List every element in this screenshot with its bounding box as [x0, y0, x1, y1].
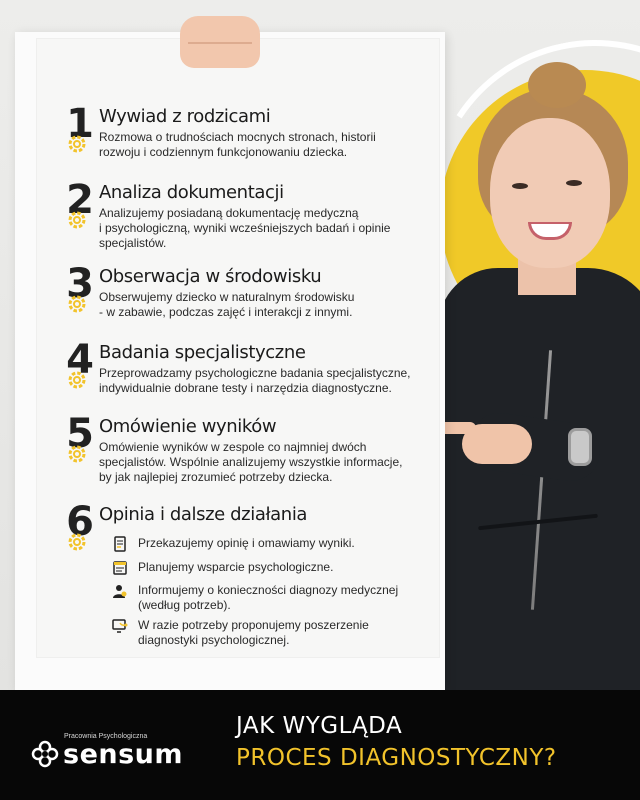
item-text [138, 618, 369, 648]
step-title: Opinia i dalsze działania [99, 504, 308, 525]
headline-line-2: PROCES DIAGNOSTYCZNY? [236, 745, 557, 771]
step-number: 6 [66, 499, 94, 545]
step-description [99, 366, 429, 396]
step-title: Wywiad z rodzicami [99, 106, 271, 127]
step-number: 4 [66, 337, 94, 383]
item-line: Informujemy o konieczności diagnozy medycznej [138, 583, 399, 597]
description-line: i psychologiczną, wyniki wcześniejszych badań i opinie [99, 221, 391, 235]
item-text: Planujemy wsparcie psychologiczne. [138, 560, 334, 574]
gear-icon [65, 208, 89, 232]
woman-eye-left [512, 183, 528, 189]
document-icon [112, 536, 128, 552]
step-number: 5 [66, 411, 94, 457]
item-line: (według potrzeb). [138, 598, 231, 612]
description-line: Omówienie wyników w zespole co najmniej dwóch [99, 440, 367, 454]
woman-hair-bun [528, 62, 586, 108]
description-line: Obserwujemy dziecko w naturalnym środowisku [99, 290, 355, 304]
step-description [99, 130, 429, 160]
description-line: indywidualnie dobrane testy i narzędzia diagnostyczne. [99, 381, 392, 395]
item-text: Przekazujemy opinię i omawiamy wyniki. [138, 536, 355, 550]
gear-icon [65, 368, 89, 392]
step-number: 1 [66, 101, 94, 147]
step-title: Obserwacja w środowisku [99, 266, 322, 287]
brand-name: sensum [63, 739, 184, 770]
step-title: Omówienie wyników [99, 416, 277, 437]
step-description [99, 206, 429, 251]
wristwatch [568, 428, 592, 466]
gear-icon [65, 530, 89, 554]
puzzle-flower-icon [30, 739, 60, 769]
gear-icon [65, 292, 89, 316]
gear-icon [65, 442, 89, 466]
description-line: Rozmowa o trudnościach mocnych stronach, historii [99, 130, 376, 144]
description-line: specjalistów. Wspólnie analizujemy wszystkie informacje, [99, 455, 403, 469]
woman-eye-right [566, 180, 582, 186]
description-line: rozwoju i codziennym funkcjonowaniu dziecka. [99, 145, 348, 159]
step-number: 2 [66, 177, 94, 223]
gear-icon [65, 132, 89, 156]
brand-subtitle: Pracownia Psychologiczna [64, 733, 148, 740]
headline-line-1: JAK WYGLĄDA [236, 713, 403, 739]
description-line: specjalistów. [99, 236, 167, 250]
step-title: Badania specjalistyczne [99, 342, 306, 363]
item-line: W razie potrzeby proponujemy poszerzenie [138, 618, 369, 632]
description-line: Analizujemy posiadaną dokumentację medyczną [99, 206, 359, 220]
doctor-icon [112, 583, 128, 599]
monitor-stethoscope-icon [112, 618, 128, 634]
hand-holding-board [180, 16, 260, 68]
description-line: Przeprowadzamy psychologiczne badania specjalistyczne, [99, 366, 411, 380]
step-description [99, 440, 429, 485]
step-description [99, 290, 429, 320]
step-title: Analiza dokumentacji [99, 182, 284, 203]
item-text [138, 583, 398, 613]
woman-face [490, 118, 610, 268]
item-line: diagnostyki psychologicznej. [138, 633, 290, 647]
step-number: 3 [66, 261, 94, 307]
description-line: by jak najlepiej zrozumieć potrzeby dziecka. [99, 470, 333, 484]
description-line: - w zabawie, podczas zajęć i interakcji z innymi. [99, 305, 353, 319]
planner-icon [112, 560, 128, 576]
